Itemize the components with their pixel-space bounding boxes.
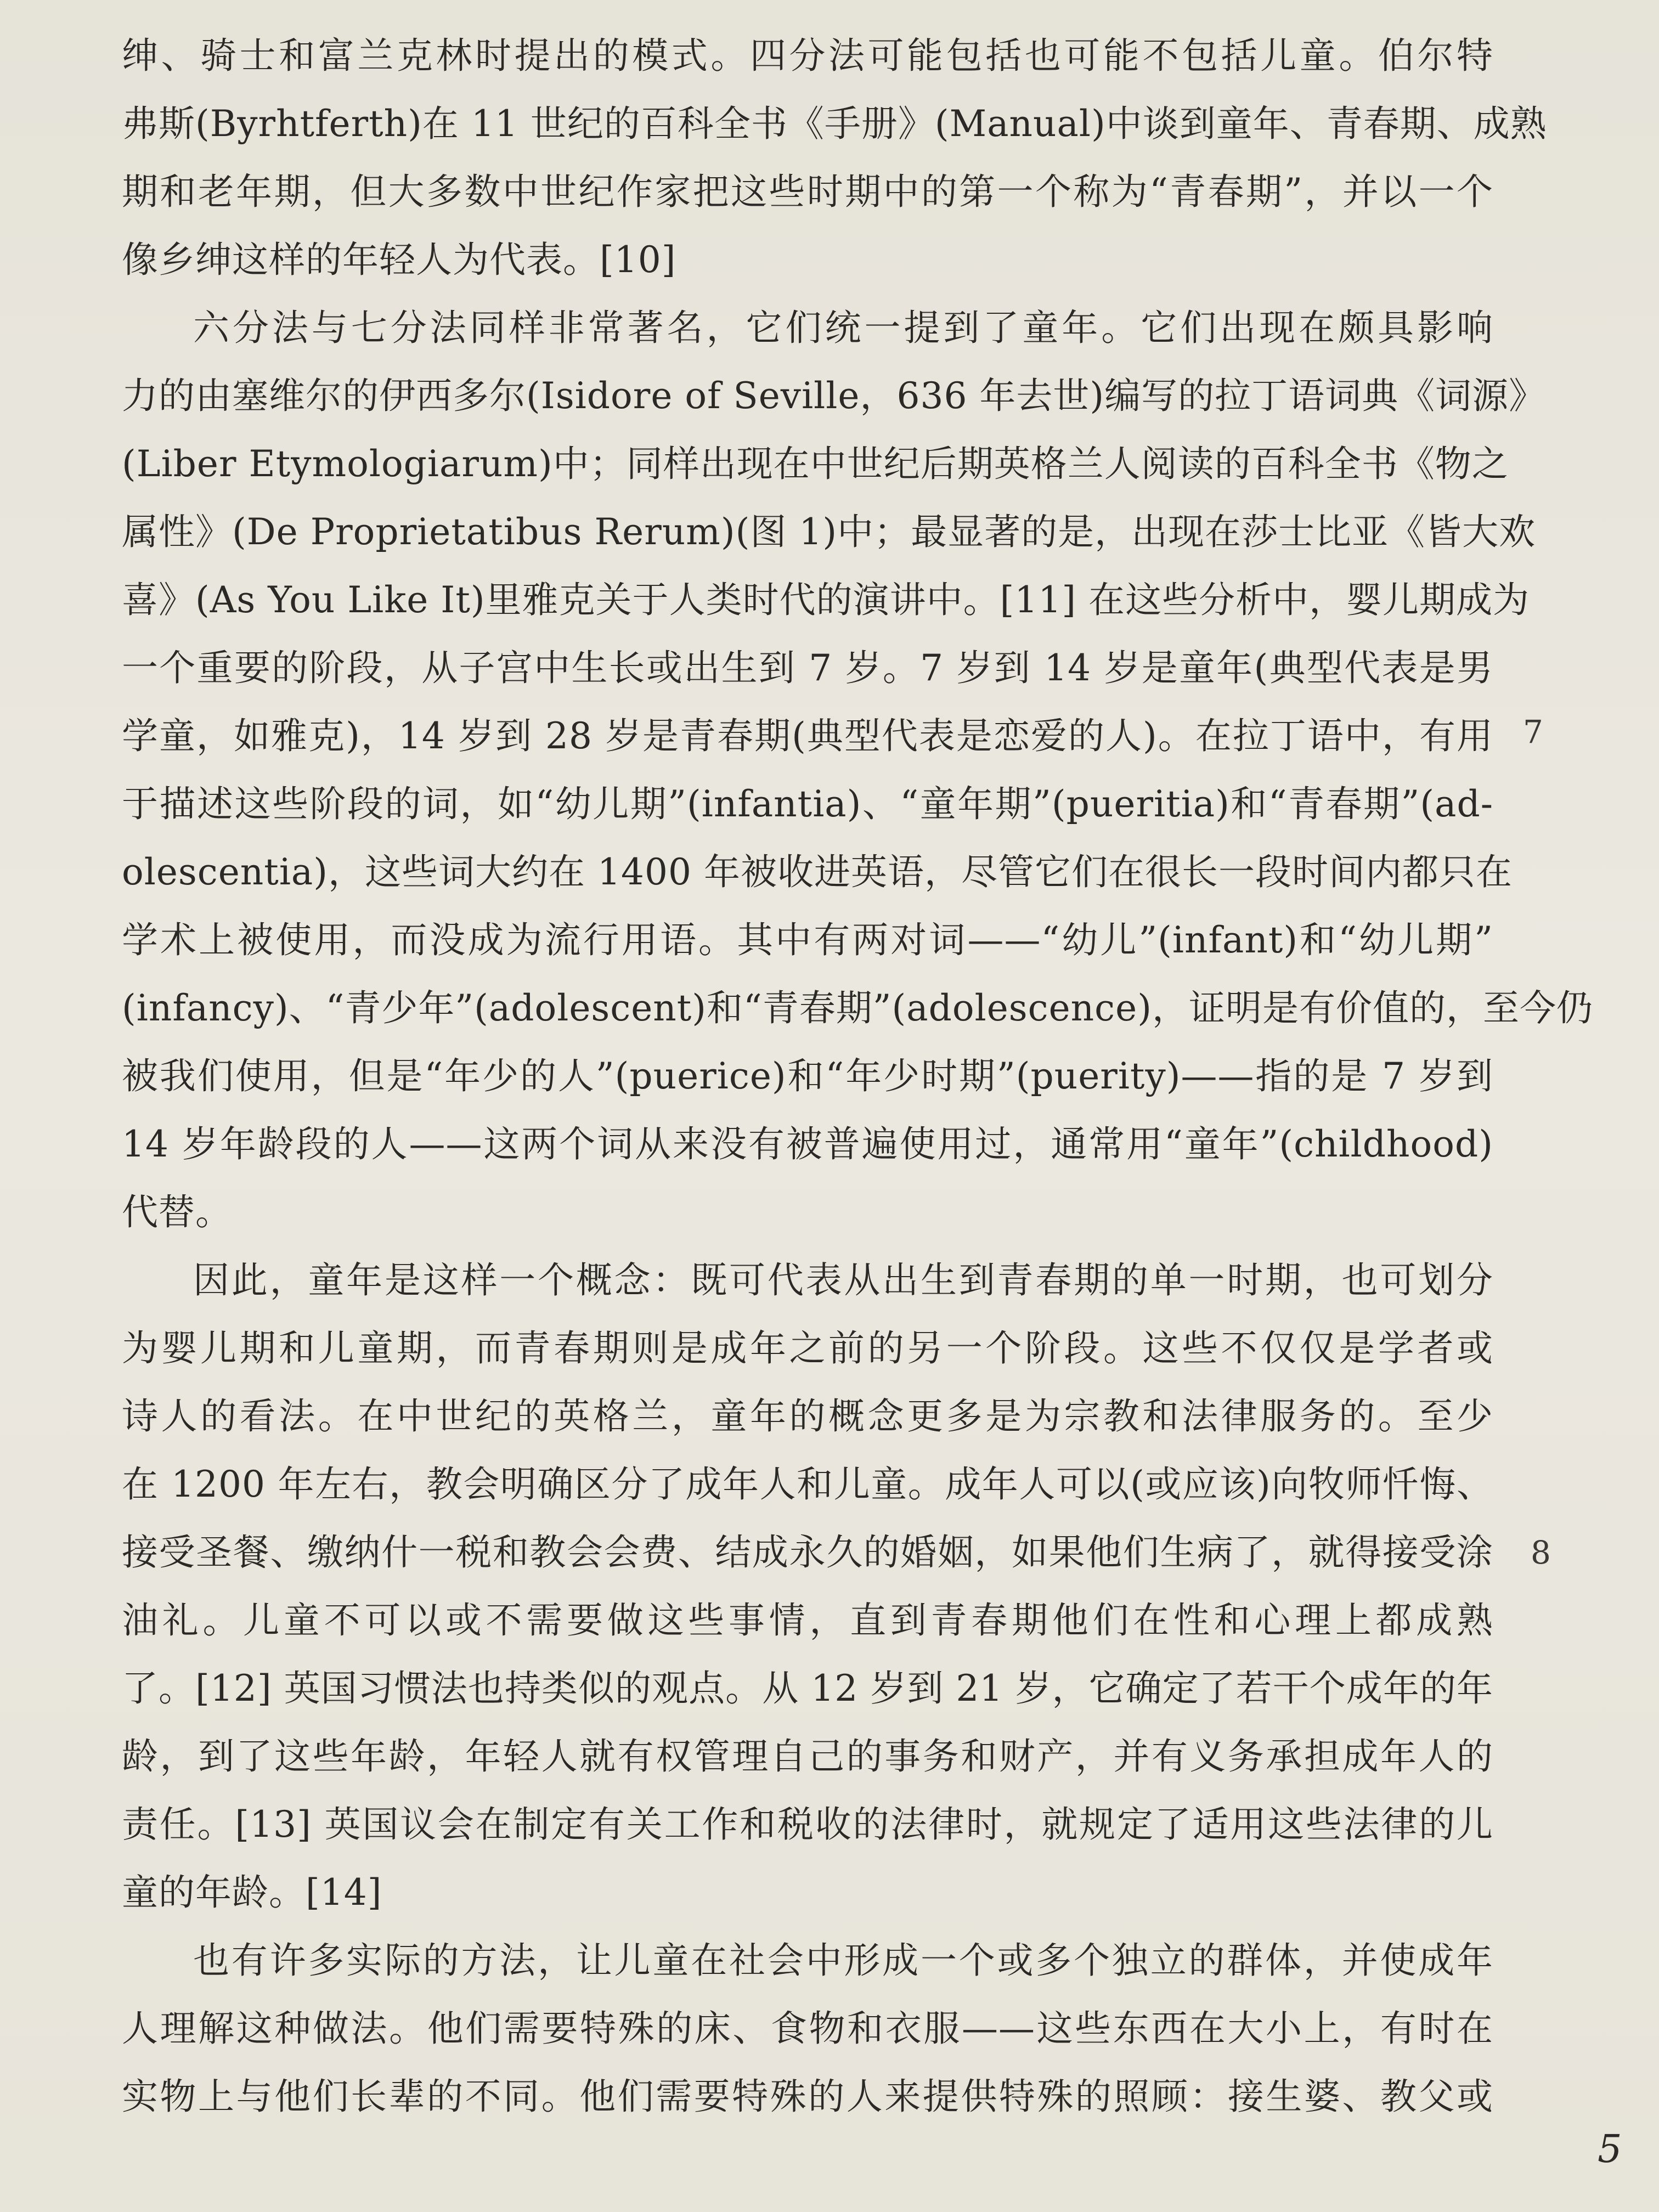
text-line: 代替。 [122, 1191, 232, 1233]
paragraph [122, 294, 1593, 1246]
text-line: 童的年龄。[14] [122, 1871, 382, 1914]
text-line: 诗人的看法。在中世纪的英格兰，童年的概念更多是为宗教和法律服务的。至少 [122, 1395, 1493, 1437]
paragraph [122, 22, 1547, 294]
text-line: 一个重要的阶段，从子宫中生长或出生到 7 岁。7 岁到 14 岁是童年(典型代表是男 [122, 647, 1493, 689]
text-line: (infancy)、“青少年”(adolescent)和“青春期”(adolescence)，证明是有价值的，至今仍 [122, 987, 1593, 1029]
text-line: 属性》(De Proprietatibus Rerum)(图 1)中；最显著的是，出现在莎士比亚《皆大欢 [122, 511, 1536, 553]
text-line: 了。[12] 英国习惯法也持类似的观点。从 12 岁到 21 岁，它确定了若干个成年的年 [122, 1667, 1493, 1709]
text-line: 绅、骑士和富兰克林时提出的模式。四分法可能包括也可能不包括儿童。伯尔特 [122, 35, 1493, 77]
text-line: 责任。[13] 英国议会在制定有关工作和税收的法律时，就规定了适用这些法律的儿 [122, 1803, 1493, 1846]
text-line: 像乡绅这样的年轻人为代表。[10] [122, 239, 676, 281]
text-line: 14 岁年龄段的人——这两个词从来没有被普遍使用过，通常用“童年”(childhood) [122, 1123, 1493, 1165]
text-line: 弗斯(Byrhtferth)在 11 世纪的百科全书《手册》(Manual)中谈到童年、青春期、成熟 [122, 103, 1547, 145]
text-line: 喜》(As You Like It)里雅克关于人类时代的演讲中。[11] 在这些分析中，婴儿期成为 [122, 579, 1530, 621]
text-line: 学童，如雅克)，14 岁到 28 岁是青春期(典型代表是恋爱的人)。在拉丁语中，有用 [122, 715, 1493, 757]
text-line: 龄，到了这些年龄，年轻人就有权管理自己的事务和财产，并有义务承担成年人的 [122, 1735, 1493, 1778]
text-line: 油礼。儿童不可以或不需要做这些事情，直到青春期他们在性和心理上都成熟 [122, 1599, 1493, 1641]
paragraph [122, 1246, 1493, 1927]
text-line: 也有许多实际的方法，让儿童在社会中形成一个或多个独立的群体，并使成年 [193, 1939, 1493, 1982]
text-line: 实物上与他们长辈的不同。他们需要特殊的人来提供特殊的照顾：接生婆、教父或 [122, 2075, 1493, 2118]
text-line: 力的由塞维尔的伊西多尔(Isidore of Seville，636 年去世)编写的拉丁语词典《词源》 [122, 375, 1546, 417]
text-line: 期和老年期，但大多数中世纪作家把这些时期中的第一个称为“青春期”，并以一个 [122, 171, 1493, 213]
margin-page-reference: 8 [1531, 1534, 1551, 1571]
page-number: 5 [1598, 2126, 1622, 2171]
text-line: 因此，童年是这样一个概念：既可代表从出生到青春期的单一时期，也可划分 [193, 1259, 1493, 1301]
text-line: 六分法与七分法同样非常著名，它们统一提到了童年。它们出现在颇具影响 [193, 307, 1493, 349]
text-line: 被我们使用，但是“年少的人”(puerice)和“年少时期”(puerity)——指的是 7 岁到 [122, 1055, 1493, 1097]
text-line: (Liber Etymologiarum)中；同样出现在中世纪后期英格兰人阅读的百科全书《物之 [122, 443, 1509, 485]
text-line: 在 1200 年左右，教会明确区分了成年人和儿童。成年人可以(或应该)向牧师忏悔、 [122, 1463, 1493, 1505]
text-line: olescentia)，这些词大约在 1400 年被收进英语，尽管它们在很长一段时间内都只在 [122, 851, 1513, 893]
text-line: 接受圣餐、缴纳什一税和教会会费、结成永久的婚姻，如果他们生病了，就得接受涂 [122, 1531, 1493, 1573]
body-text [122, 22, 1593, 2131]
text-line: 学术上被使用，而没成为流行用语。其中有两对词——“幼儿”(infant)和“幼儿期” [122, 919, 1493, 961]
text-line: 人理解这种做法。他们需要特殊的床、食物和衣服——这些东西在大小上，有时在 [122, 2007, 1493, 2050]
margin-page-reference: 7 [1523, 713, 1543, 751]
text-line: 于描述这些阶段的词，如“幼儿期”(infantia)、“童年期”(pueritia)和“青春期”(ad- [122, 783, 1493, 825]
text-line: 为婴儿期和儿童期，而青春期则是成年之前的另一个阶段。这些不仅仅是学者或 [122, 1327, 1493, 1369]
paragraph [122, 1927, 1493, 2131]
